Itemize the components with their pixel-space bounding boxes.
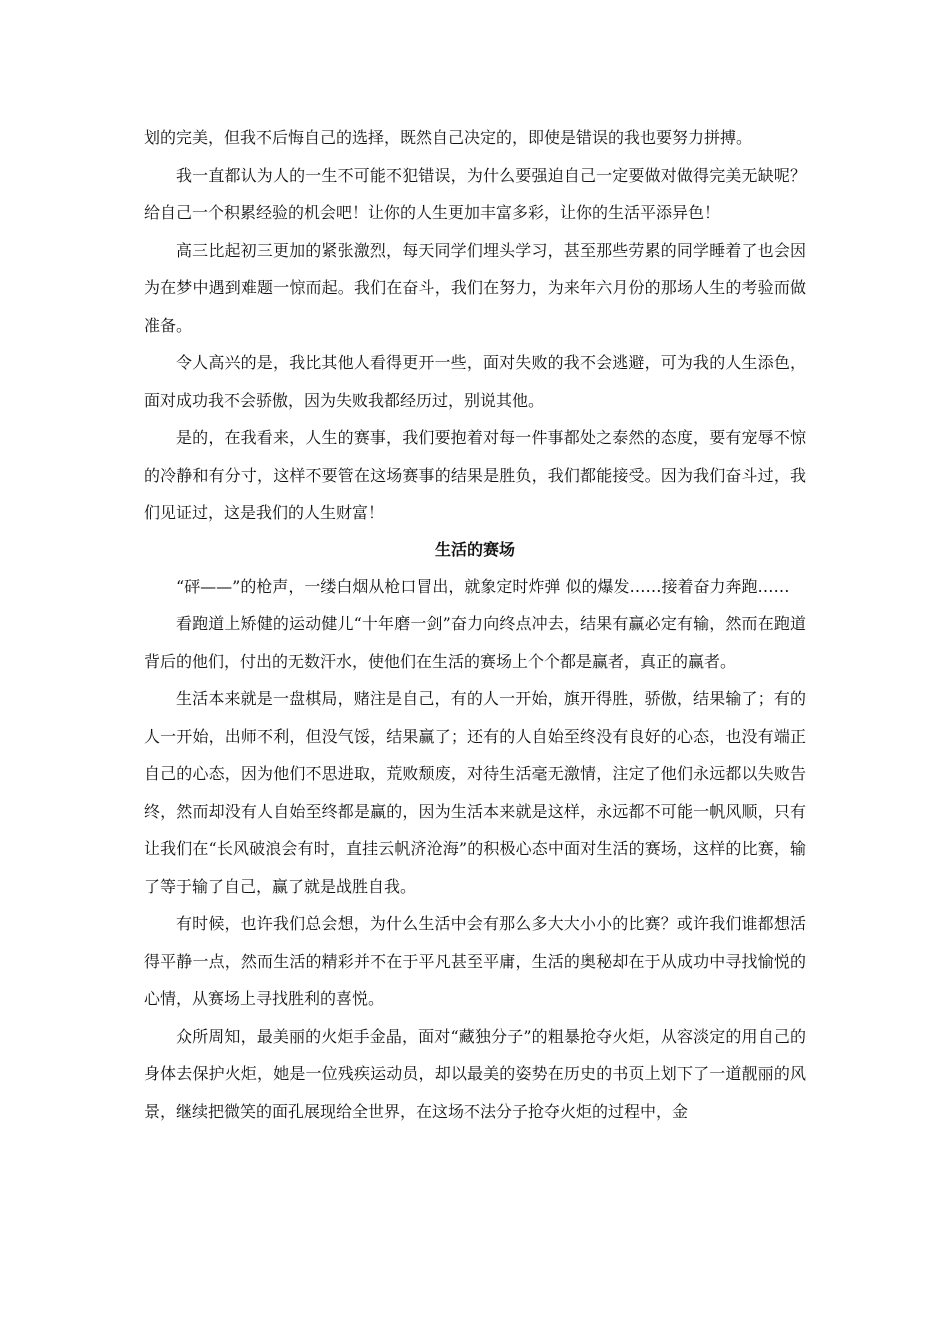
paragraph: 生活本来就是一盘棋局，赌注是自己，有的人一开始，旗开得胜，骄傲，结果输了；有的人一开始，出师不利，但没气馁，结果赢了；还有的人自始至终没有良好的心态，也没有端正自己的心态，因为他们不思进取，荒败颓废，对待生活毫无激情，注定了他们永远都以失败告终，然而却没有人自始至终都是赢的，因为生活本来就是这样，永远都不可能一帆风顺，只有让我们在“长风破浪会有时，直挂云帆济沧海”的积极心态中面对生活的赛场，这样的比赛，输了等于输了自己，赢了就是战胜自我。 xyxy=(144,689,806,896)
paragraph: 有时候，也许我们总会想，为什么生活中会有那么多大大小小的比赛？或许我们谁都想活得平静一点，然而生活的精彩并不在于平凡甚至平庸，生活的奥秘却在于从成功中寻找愉悦的心情，从赛场上寻找胜利的喜悦。 xyxy=(144,914,806,1008)
paragraph: “砰——”的枪声，一缕白烟从枪口冒出，就象定时炸弹 似的爆发……接着奋力奔跑…… xyxy=(176,576,790,596)
paragraph: 高三比起初三更加的紧张激烈，每天同学们埋头学习，甚至那些劳累的同学睡着了也会因为在梦中遇到难题一惊而起。我们在奋斗，我们在努力，为来年六月份的那场人生的考验而做准备。 xyxy=(144,240,806,335)
paragraph-continuation: 划的完美，但我不后悔自己的选择，既然自己决定的，即使是错误的我也要努力拼搏。 xyxy=(144,128,753,147)
paragraph: 令人高兴的是，我比其他人看得更开一些，面对失败的我不会逃避，可为我的人生添色，面对成功我不会骄傲，因为失败我都经历过，别说其他。 xyxy=(144,353,806,410)
paragraph: 是的，在我看来，人生的赛事，我们要抱着对每一件事都处之泰然的态度，要有宠辱不惊的冷静和有分寸，这样不要管在这场赛事的结果是胜负，我们都能接受。因为我们奋斗过，我们见证过，这是我们的人生财富！ xyxy=(144,428,806,522)
paragraph: 我一直都认为人的一生不可能不犯错误，为什么要强迫自己一定要做对做得完美无缺呢？给自己一个积累经验的机会吧！让你的人生更加丰富多彩，让你的生活平添异色！ xyxy=(144,165,806,222)
paragraph: 众所周知，最美丽的火炬手金晶，面对“藏独分子”的粗暴抢夺火炬，从容淡定的用自己的身体去保护火炬，她是一位残疾运动员，却以最美的姿势在历史的书页上划下了一道靓丽的风景，继续把微笑的面孔展现给全世界，在这场不法分子抢夺火炬的过程中，金 xyxy=(144,1026,806,1121)
document-body xyxy=(144,119,806,1130)
paragraph: 看跑道上矫健的运动健儿“十年磨一剑”奋力向终点冲去，结果有赢必定有输，然而在跑道背后的他们，付出的无数汗水，使他们在生活的赛场上个个都是赢者，真正的赢者。 xyxy=(144,614,806,671)
section-title: 生活的赛场 xyxy=(434,539,515,559)
